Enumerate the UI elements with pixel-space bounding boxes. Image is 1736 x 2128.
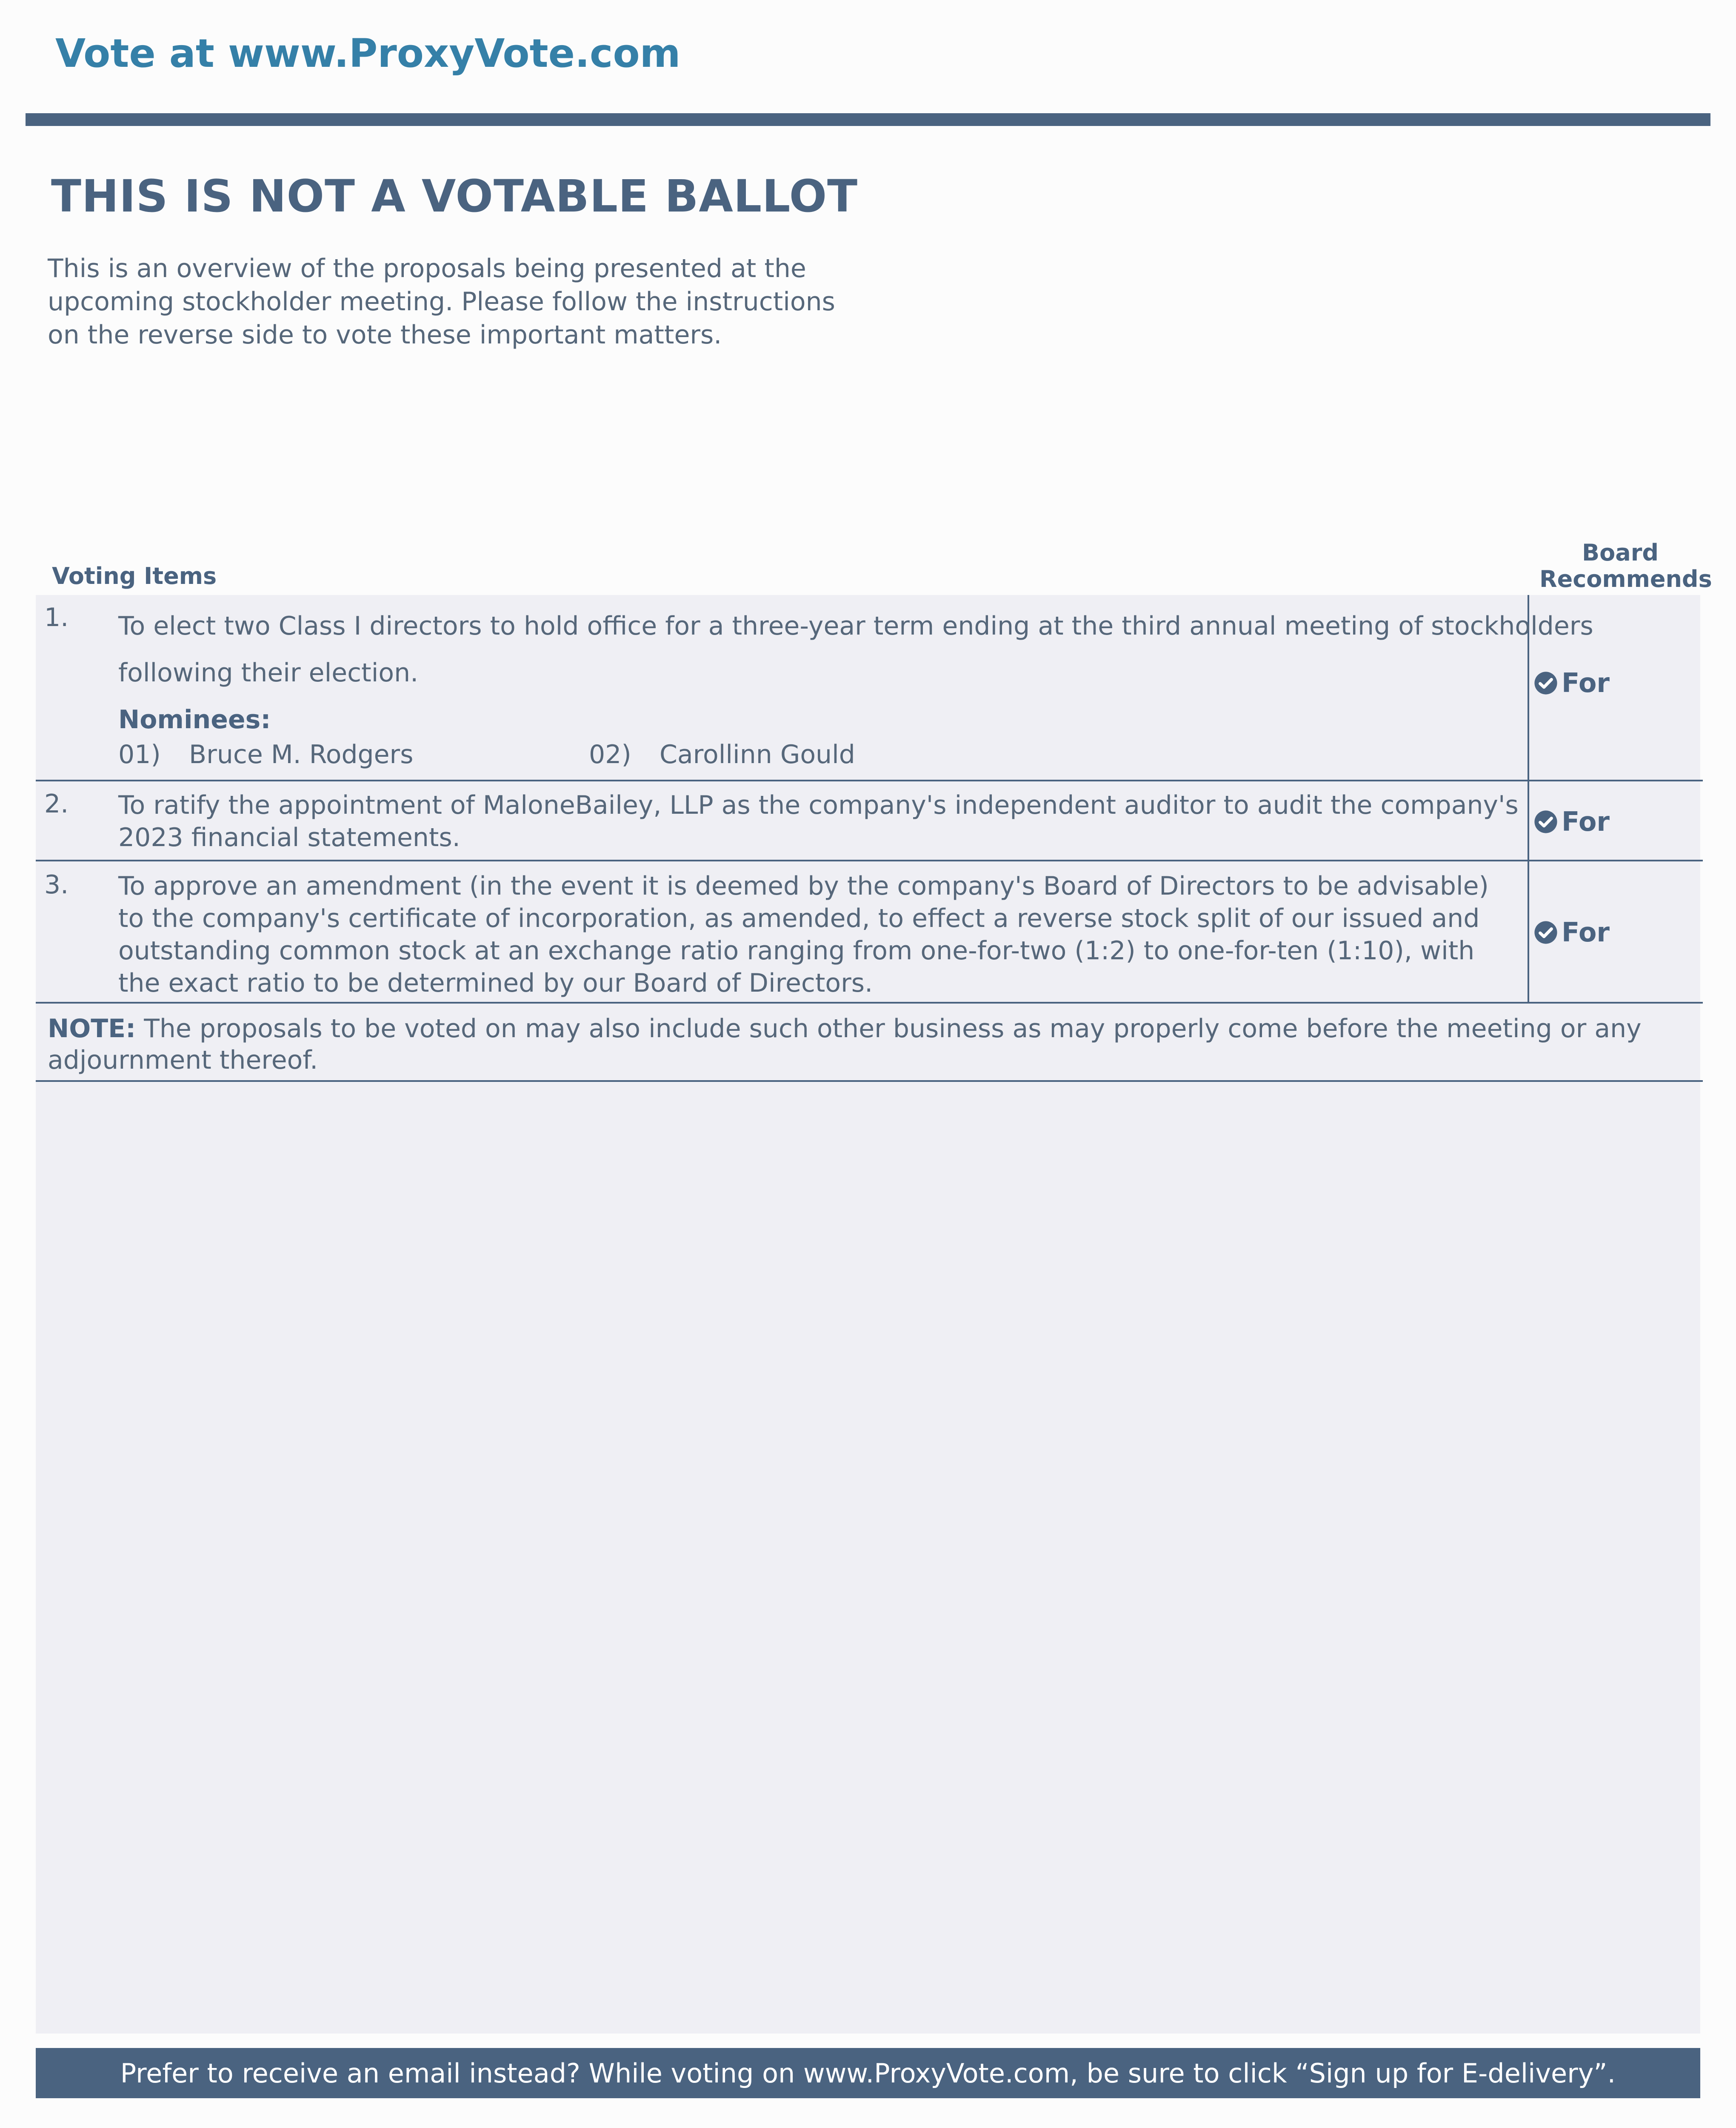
e-delivery-banner [36,2048,1700,2098]
recommendation-label: For [1562,667,1610,698]
board-recommendation [1533,917,1619,948]
nominee-number: 02) [589,740,631,769]
nominee-number: 01) [118,740,161,769]
note-divider [36,1080,1703,1082]
header-divider [26,113,1710,126]
recommendation-label: For [1562,917,1610,948]
nominee-name: Bruce M. Rodgers [189,740,414,769]
board-recommends-header [1539,539,1712,592]
board-recommendation [1533,667,1619,698]
nominee-item [118,740,413,769]
column-divider [1528,861,1529,1002]
check-circle-icon [1533,920,1558,945]
check-circle-icon [1533,671,1558,695]
board-recommends-header-line1: Board [1582,539,1659,566]
nominee-item [589,740,855,769]
item-number: 3. [44,870,69,900]
voting-items-header: Voting Items [52,563,217,589]
note-text [48,1013,1690,1076]
nominee-name: Carollinn Gould [660,740,855,769]
item-text-line2: following their election. [118,658,419,688]
nominees-label: Nominees: [118,705,271,735]
item-text [118,603,1593,743]
recommendation-label: For [1562,806,1610,837]
voting-item-3 [36,861,1703,1004]
item-number: 1. [44,603,69,632]
item-text: To ratify the appointment of MaloneBailey, LLP as the company's independent auditor to audit the company's 2023 financial statements. [118,790,1519,852]
voting-item-1 [36,595,1703,781]
intro-text: This is an overview of the proposals being presented at the upcoming stockholder meeting. Please follow the instructions on the reverse side to vote these important matters. [48,254,835,350]
board-recommendation [1533,806,1619,837]
item-number: 2. [44,789,69,819]
e-delivery-text: Prefer to receive an email instead? While voting on www.ProxyVote.com, be sure to click “Sign up for E-delivery”. [120,2057,1616,2089]
item-text-line1: To elect two Class I directors to hold office for a three-year term ending at the third annual meeting of stockholders [118,611,1593,641]
check-circle-icon [1533,809,1558,834]
board-recommends-header-line2: Recommends [1539,566,1712,592]
note-label: NOTE: [48,1014,136,1044]
proxyvote-link[interactable]: Vote at www.ProxyVote.com [55,31,681,76]
item-text: To approve an amendment (in the event it is deemed by the company's Board of Directors to be advisable) to the company's certificate of incorporation, as amended, to effect a reverse stock split of our issued and outstanding common stock at an exchange ratio ranging from one-for-two (1:2) to one-for-ten (1:10), with the exact ratio to be determined by our Board of Directors. [118,871,1489,998]
column-divider [1528,781,1529,860]
voting-item-2 [36,781,1703,861]
page-title: THIS IS NOT A VOTABLE BALLOT [51,170,858,222]
note-body: The proposals to be voted on may also include such other business as may properly come before the meeting or any adjournment thereof. [48,1014,1642,1075]
